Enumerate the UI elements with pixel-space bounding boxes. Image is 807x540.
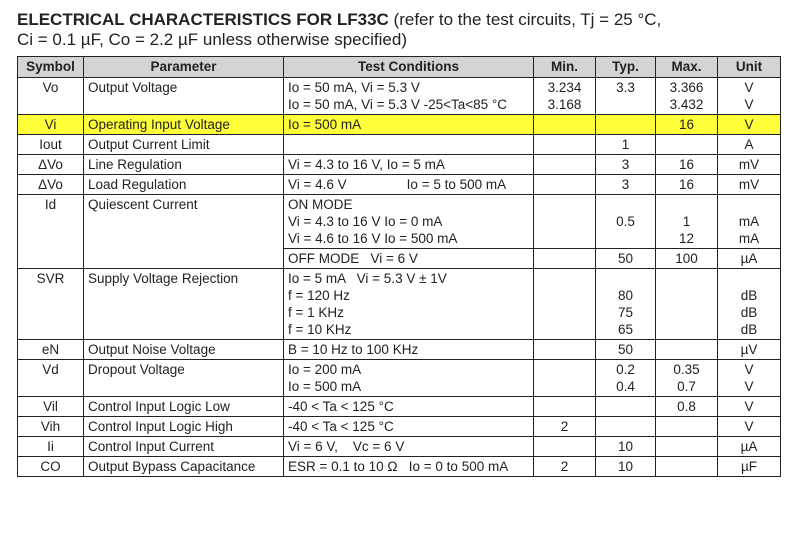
max-cell: [656, 78, 718, 115]
max-value: 3.366: [669, 80, 704, 95]
max-value: 1: [682, 214, 691, 229]
min-cell: [534, 269, 596, 340]
typ-cell: [596, 269, 656, 340]
max-value: 0.35: [673, 362, 700, 377]
min-cell: [534, 175, 596, 195]
conditions-cell: [284, 269, 534, 340]
condition-line: Io = 5 mA Vi = 5.3 V ± 1V: [288, 271, 447, 286]
conditions-cell: Vi = 4.6 V Io = 5 to 500 mA: [284, 175, 534, 195]
highlighted-row: [18, 115, 781, 135]
max-cell: [656, 437, 718, 457]
min-cell: [534, 195, 596, 249]
header-min: Min.: [534, 57, 596, 78]
unit-value: V: [744, 80, 754, 95]
min-value: 3.168: [547, 97, 582, 112]
table-row: [18, 135, 781, 155]
parameter-cell: Output Bypass Capacitance: [84, 457, 284, 477]
max-cell: 16: [656, 175, 718, 195]
table-row: [18, 269, 781, 340]
max-cell: [656, 269, 718, 340]
header-unit: Unit: [718, 57, 781, 78]
min-value: 3.234: [547, 80, 582, 95]
symbol-cell: Id: [18, 195, 84, 269]
max-cell: 100: [656, 249, 718, 269]
table-row: [18, 457, 781, 477]
max-cell: 0.8: [656, 397, 718, 417]
header-row: [18, 57, 781, 78]
typ-value: 0.2: [616, 362, 635, 377]
unit-value: dB: [740, 288, 758, 303]
parameter-cell: Dropout Voltage: [84, 360, 284, 397]
unit-cell: [718, 360, 781, 397]
table-row: [18, 78, 781, 115]
symbol-cell: Vil: [18, 397, 84, 417]
unit-value: dB: [740, 322, 758, 337]
symbol-cell: ΔVo: [18, 175, 84, 195]
parameter-cell: Output Noise Voltage: [84, 340, 284, 360]
parameter-cell: Quiescent Current: [84, 195, 284, 269]
symbol-cell: Vih: [18, 417, 84, 437]
typ-cell: [596, 417, 656, 437]
unit-cell: V: [718, 417, 781, 437]
typ-cell: [596, 360, 656, 397]
condition-line: Io = 50 mA, Vi = 5.3 V: [288, 80, 420, 95]
max-cell: 16: [656, 155, 718, 175]
max-cell: 16: [656, 115, 718, 135]
parameter-cell: Load Regulation: [84, 175, 284, 195]
min-cell: [534, 360, 596, 397]
symbol-cell: ΔVo: [18, 155, 84, 175]
electrical-characteristics-table: [17, 56, 781, 477]
min-cell: [534, 78, 596, 115]
header-typ: Typ.: [596, 57, 656, 78]
unit-value: V: [744, 97, 754, 112]
conditions-cell: -40 < Ta < 125 °C: [284, 417, 534, 437]
unit-cell: V: [718, 397, 781, 417]
unit-cell: V: [718, 115, 781, 135]
typ-value: 80: [617, 288, 634, 303]
typ-value: 0.4: [616, 379, 635, 394]
typ-cell: 1: [596, 135, 656, 155]
parameter-cell: Line Regulation: [84, 155, 284, 175]
unit-cell: mV: [718, 155, 781, 175]
parameter-cell: Supply Voltage Rejection: [84, 269, 284, 340]
condition-line: ON MODE: [288, 197, 353, 212]
min-cell: [534, 340, 596, 360]
condition-line: f = 1 KHz: [288, 305, 344, 320]
condition-line: f = 120 Hz: [288, 288, 350, 303]
unit-cell: µA: [718, 437, 781, 457]
typ-value: 65: [617, 322, 634, 337]
min-cell: [534, 155, 596, 175]
unit-value: V: [744, 379, 754, 394]
header-parameter: Parameter: [84, 57, 284, 78]
unit-cell: A: [718, 135, 781, 155]
table-row: [18, 437, 781, 457]
symbol-cell: CO: [18, 457, 84, 477]
symbol-cell: eN: [18, 340, 84, 360]
table-row: [18, 155, 781, 175]
min-cell: [534, 437, 596, 457]
symbol-cell: Iout: [18, 135, 84, 155]
max-cell: [656, 457, 718, 477]
typ-cell: [596, 397, 656, 417]
symbol-cell: Vo: [18, 78, 84, 115]
unit-value: V: [744, 362, 754, 377]
unit-value: mA: [738, 214, 760, 229]
conditions-cell: OFF MODE Vi = 6 V: [284, 249, 534, 269]
max-cell: [656, 135, 718, 155]
max-value: 0.7: [677, 379, 696, 394]
condition-line: Io = 50 mA, Vi = 5.3 V -25<Ta<85 °C: [288, 97, 508, 112]
conditions-cell: -40 < Ta < 125 °C: [284, 397, 534, 417]
table-title: [17, 10, 797, 50]
condition-line: Io = 500 mA: [288, 379, 362, 394]
title-bold: ELECTRICAL CHARACTERISTICS FOR LF33C: [17, 10, 389, 29]
conditions-cell: Vi = 4.3 to 16 V, Io = 5 mA: [284, 155, 534, 175]
conditions-cell: [284, 360, 534, 397]
typ-cell: 3: [596, 155, 656, 175]
symbol-cell: Ii: [18, 437, 84, 457]
condition-line: Vi = 4.3 to 16 V Io = 0 mA: [288, 214, 443, 229]
table-row: [18, 195, 781, 249]
symbol-cell: Vd: [18, 360, 84, 397]
min-cell: 2: [534, 417, 596, 437]
typ-cell: 50: [596, 249, 656, 269]
condition-line: Vi = 4.6 to 16 V Io = 500 mA: [288, 231, 458, 246]
title-line2: Ci = 0.1 µF, Co = 2.2 µF unless otherwise specified): [17, 30, 407, 49]
max-value: 3.432: [669, 97, 704, 112]
min-cell: [534, 397, 596, 417]
unit-cell: [718, 195, 781, 249]
header-test-conditions: Test Conditions: [284, 57, 534, 78]
typ-cell: 10: [596, 457, 656, 477]
unit-cell: [718, 78, 781, 115]
conditions-cell: Io = 500 mA: [284, 115, 534, 135]
conditions-cell: [284, 195, 534, 249]
typ-cell: 50: [596, 340, 656, 360]
table-row: [18, 417, 781, 437]
min-cell: [534, 115, 596, 135]
table-row: [18, 175, 781, 195]
typ-value: 75: [617, 305, 634, 320]
typ-cell: [596, 195, 656, 249]
typ-value: 0.5: [616, 214, 635, 229]
typ-cell: 3: [596, 175, 656, 195]
min-cell: [534, 249, 596, 269]
condition-line: Io = 200 mA: [288, 362, 362, 377]
unit-cell: mV: [718, 175, 781, 195]
parameter-cell: Control Input Logic High: [84, 417, 284, 437]
title-rest: (refer to the test circuits, Tj = 25 °C,: [393, 10, 662, 29]
conditions-cell: [284, 135, 534, 155]
unit-value: dB: [740, 305, 758, 320]
conditions-cell: Vi = 6 V, Vc = 6 V: [284, 437, 534, 457]
unit-cell: [718, 269, 781, 340]
parameter-cell: Control Input Current: [84, 437, 284, 457]
table-row: [18, 397, 781, 417]
table-row: [18, 340, 781, 360]
unit-cell: µA: [718, 249, 781, 269]
unit-cell: µV: [718, 340, 781, 360]
header-symbol: Symbol: [18, 57, 84, 78]
header-max: Max.: [656, 57, 718, 78]
parameter-cell: Output Current Limit: [84, 135, 284, 155]
typ-cell: 3.3: [596, 78, 656, 115]
condition-line: f = 10 KHz: [288, 322, 352, 337]
max-cell: [656, 360, 718, 397]
unit-value: mA: [738, 231, 760, 246]
parameter-cell: Operating Input Voltage: [84, 115, 284, 135]
unit-cell: µF: [718, 457, 781, 477]
typ-cell: [596, 115, 656, 135]
max-cell: [656, 195, 718, 249]
conditions-cell: B = 10 Hz to 100 KHz: [284, 340, 534, 360]
parameter-cell: Output Voltage: [84, 78, 284, 115]
parameter-cell: Control Input Logic Low: [84, 397, 284, 417]
conditions-cell: ESR = 0.1 to 10 Ω Io = 0 to 500 mA: [284, 457, 534, 477]
max-value: 12: [678, 231, 695, 246]
min-cell: 2: [534, 457, 596, 477]
min-cell: [534, 135, 596, 155]
symbol-cell: Vi: [18, 115, 84, 135]
max-cell: [656, 340, 718, 360]
conditions-cell: [284, 78, 534, 115]
max-cell: [656, 417, 718, 437]
symbol-cell: SVR: [18, 269, 84, 340]
typ-cell: 10: [596, 437, 656, 457]
table-row: [18, 360, 781, 397]
